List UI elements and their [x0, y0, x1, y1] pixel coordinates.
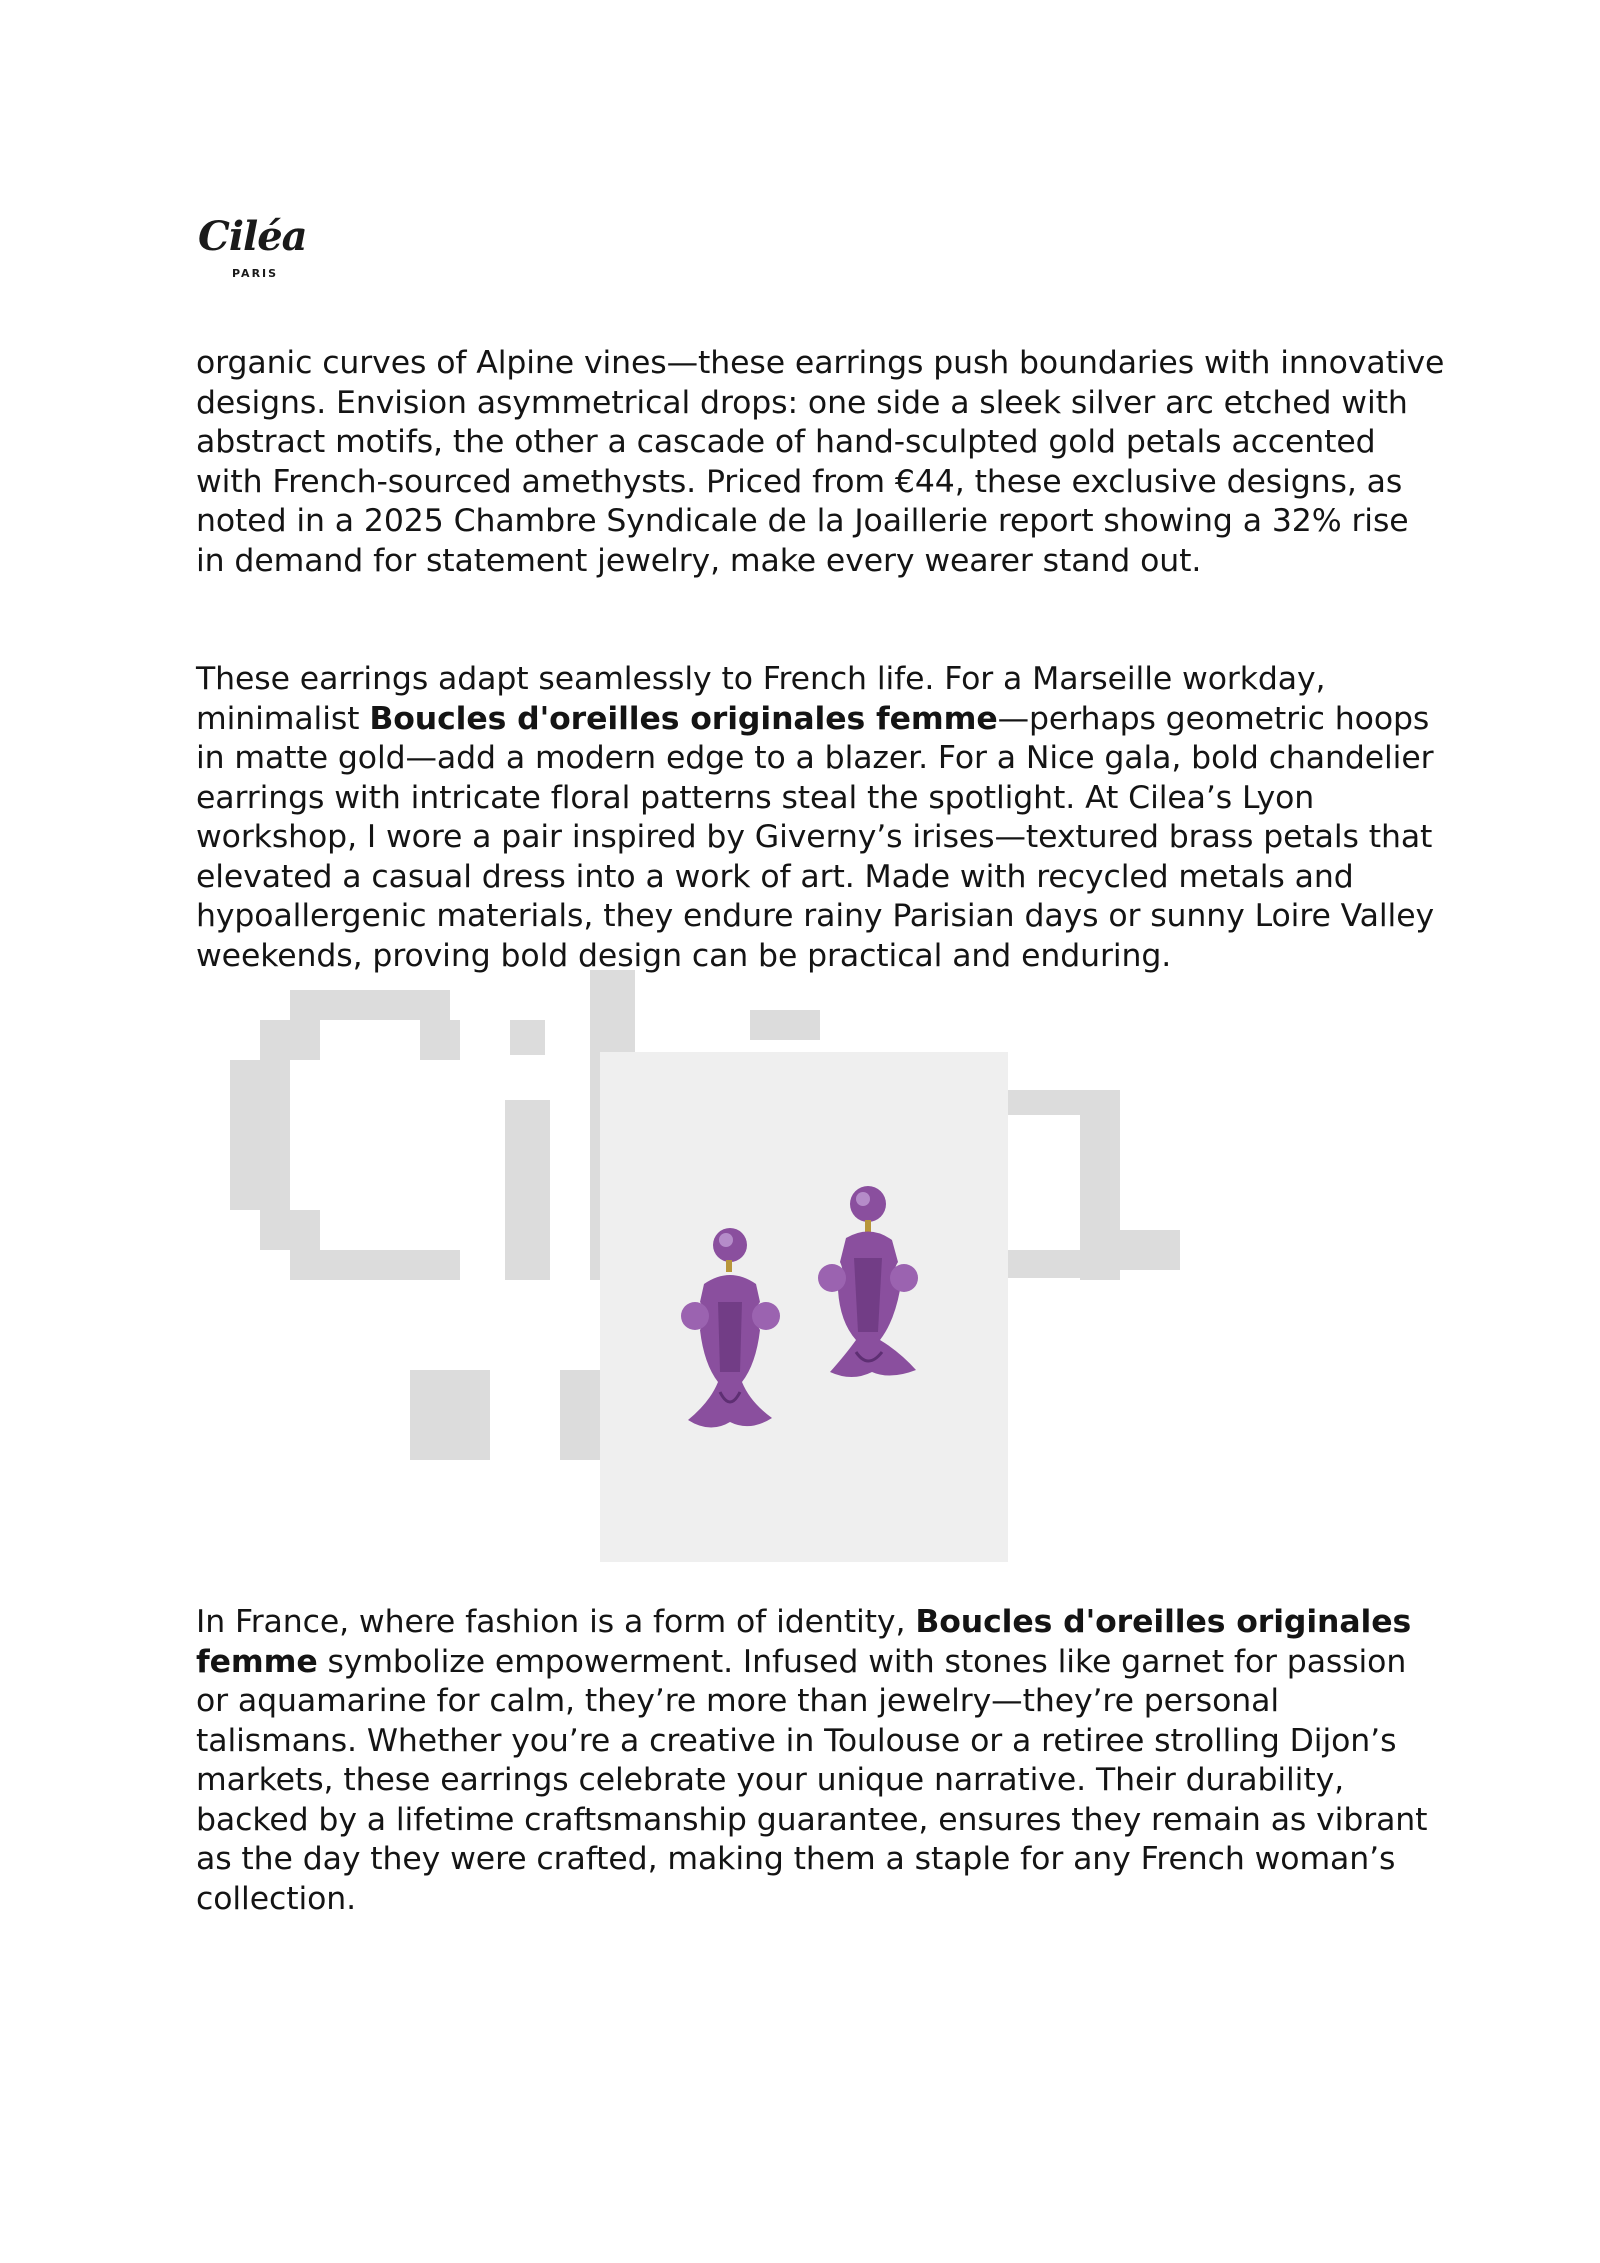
logo-wordmark: Ciléa — [198, 213, 307, 260]
earrings-product-image — [600, 1052, 1008, 1562]
paragraph-text: These earrings adapt seamlessly to French life. For a Marseille workday, minimalist — [196, 661, 1326, 737]
article-paragraph-1: organic curves of Alpine vines—these earrings push boundaries with innovative designs. Envision asymmetrical drops: one side a sleek silver arc etched with abstract motifs, the other a cascade of hand-sculpted gold petals accented with French-sourced amethysts. Priced from €44, these exclusive designs, as noted in a 2025 Chambre Syndicale de la Joaillerie report showing a 32% rise in demand for statement jewelry, make every wearer stand out. — [196, 345, 1445, 579]
paragraph-text: In France, where fashion is a form of identity, — [196, 1604, 916, 1640]
keyword-bold: Boucles d'oreilles originales femme — [196, 1604, 1412, 1680]
paragraph-text: symbolize empowerment. Infused with stones like garnet for passion or aquamarine for calm, they’re more than jewelry—they’re personal talismans. Whether you’re a creative in Toulouse or a retiree strolling Dijon’s markets, these earrings celebrate your unique narrative. Their durability, backed by a lifetime craftsmanship guarantee, ensures they remain as vibrant as the day they were crafted, making them a staple for any French woman’s collection. — [196, 1643, 1428, 1917]
article-paragraph-3 — [196, 1603, 1446, 1919]
article-paragraph-2 — [196, 660, 1446, 976]
brand-logo — [198, 213, 318, 293]
paragraph-text: —perhaps geometric hoops in matte gold—add a modern edge to a blazer. For a Nice gala, bold chandelier earrings with intricate floral patterns steal the spotlight. At Cilea’s Lyon workshop, I wore a pair inspired by Giverny’s irises—textured brass petals that elevated a casual dress into a work of art. Made with recycled metals and hypoallergenic materials, they endure rainy Parisian days or sunny Loire Valley weekends, proving bold design can be practical and enduring. — [196, 700, 1435, 974]
logo-subtext: PARIS — [232, 267, 279, 280]
keyword-bold: Boucles d'oreilles originales femme — [369, 700, 998, 737]
